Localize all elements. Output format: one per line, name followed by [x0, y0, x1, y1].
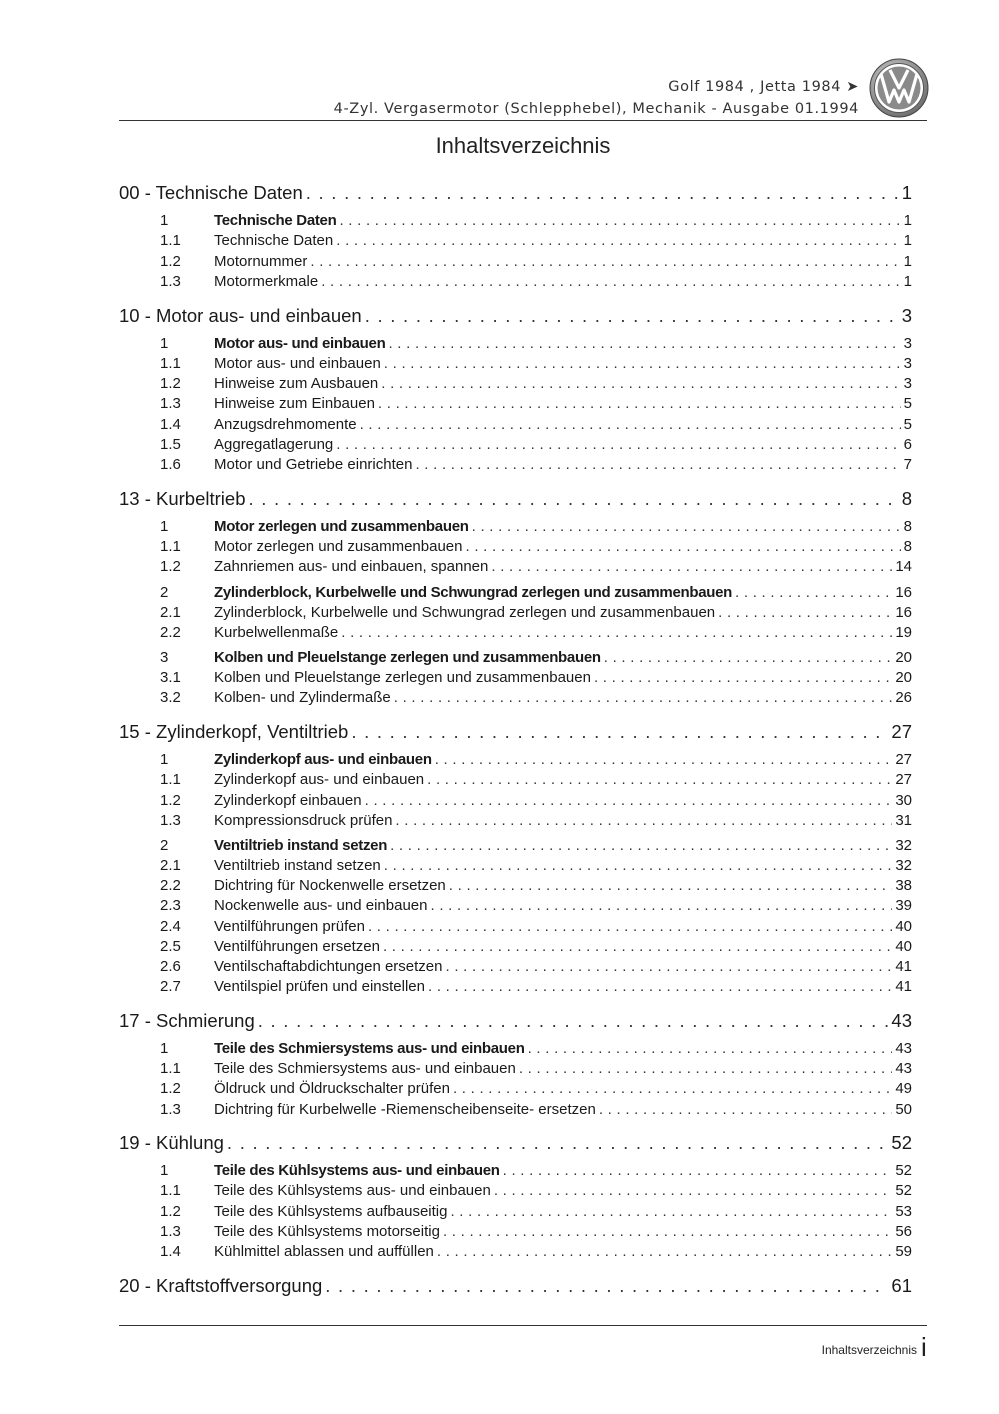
toc-entry[interactable] — [119, 212, 912, 229]
toc-entry[interactable] — [119, 918, 912, 935]
toc-entry[interactable] — [119, 751, 912, 768]
toc-entry-title: Teile des Kühlsystems aus- und einbauen — [214, 1182, 491, 1199]
toc-entry-number: 1 — [160, 751, 169, 768]
toc-page-number: 59 — [895, 1243, 912, 1260]
toc-entry[interactable] — [119, 857, 912, 874]
toc-entry-number: 2.2 — [160, 877, 181, 894]
toc-entry-number: 2 — [160, 837, 169, 854]
toc-entry-title: Motor und Getriebe einrichten — [214, 456, 413, 473]
dot-leader — [227, 1132, 889, 1154]
toc-entry-number: 3.1 — [160, 669, 181, 686]
dot-leader — [430, 897, 892, 914]
toc-entry[interactable] — [119, 1162, 912, 1179]
toc-page-number: 16 — [895, 584, 912, 601]
dot-leader — [383, 938, 892, 955]
toc-page-number: 27 — [895, 751, 912, 768]
toc-entry-number: 1 — [160, 212, 169, 229]
dot-leader — [415, 456, 900, 473]
toc-entry-title: Kolben und Pleuelstange zerlegen und zusammenbauen — [214, 669, 591, 686]
toc-page-number: 3 — [901, 305, 912, 326]
toc-entry[interactable] — [119, 1040, 912, 1057]
dot-leader — [435, 751, 893, 768]
toc-entry[interactable] — [119, 877, 912, 894]
toc-page-number: 3 — [903, 375, 912, 392]
toc-page-number: 53 — [895, 1203, 912, 1220]
toc-entry-title: Motormerkmale — [214, 273, 319, 290]
dot-leader — [735, 584, 892, 601]
dot-leader — [384, 857, 893, 874]
toc-entry-number: 1.5 — [160, 436, 181, 453]
dot-leader — [365, 305, 899, 327]
toc-entry-title: Technische Daten — [214, 212, 337, 229]
toc-entry-title: 19 - Kühlung — [119, 1132, 224, 1153]
header-divider — [119, 120, 927, 121]
toc-page-number: 27 — [891, 721, 912, 742]
dot-leader — [472, 518, 901, 535]
toc-entry-number: 1 — [160, 518, 169, 535]
toc-entry-title: Kühlmittel ablassen und auffüllen — [214, 1243, 434, 1260]
toc-entry[interactable] — [119, 897, 912, 914]
toc-entry-number: 2.1 — [160, 857, 181, 874]
toc-page-number: 41 — [895, 958, 912, 975]
toc-entry-title: Motornummer — [214, 253, 308, 270]
toc-entry-title: Motor aus- und einbauen — [214, 355, 381, 372]
toc-page-number: 41 — [895, 978, 912, 995]
toc-entry[interactable] — [119, 837, 912, 854]
toc-page-number: 32 — [895, 857, 912, 874]
dot-leader — [336, 232, 900, 249]
toc-chapter[interactable] — [119, 721, 912, 743]
toc-chapter[interactable] — [119, 1010, 912, 1032]
toc-entry[interactable] — [119, 1060, 912, 1077]
toc-entry-title: Ventilschaftabdichtungen ersetzen — [214, 958, 443, 975]
toc-entry[interactable] — [119, 1203, 912, 1220]
toc-entry-number: 3.2 — [160, 689, 181, 706]
dot-leader — [384, 355, 901, 372]
toc-entry[interactable] — [119, 624, 912, 641]
toc-entry-title: 15 - Zylinderkopf, Ventiltrieb — [119, 721, 349, 742]
toc-entry-number: 3 — [160, 649, 169, 666]
toc-entry-title: Motor zerlegen und zusammenbauen — [214, 518, 469, 535]
toc-entry-title: Ventilführungen ersetzen — [214, 938, 380, 955]
toc-entry-title: Ventiltrieb instand setzen — [214, 857, 381, 874]
toc-entry-title: Zylinderblock, Kurbelwelle und Schwungrad zerlegen und zusammenbauen — [214, 604, 716, 621]
toc-page-number: 20 — [895, 649, 912, 666]
toc-entry-title: Ventiltrieb instand setzen — [214, 837, 388, 854]
toc-page-number: 1 — [903, 253, 912, 270]
toc-page-number: 40 — [895, 938, 912, 955]
toc-page-number: 8 — [901, 488, 912, 509]
toc-entry[interactable] — [119, 1182, 912, 1199]
toc-entry-title: Kompressionsdruck prüfen — [214, 812, 393, 829]
toc-page-number: 26 — [895, 689, 912, 706]
toc-entry-title: Hinweise zum Ausbauen — [214, 375, 379, 392]
dot-leader — [528, 1040, 893, 1057]
toc-entry[interactable] — [119, 1101, 912, 1118]
toc-entry-title: 00 - Technische Daten — [119, 182, 303, 203]
toc-page-number: 20 — [895, 669, 912, 686]
toc-entry[interactable] — [119, 436, 912, 453]
toc-entry-title: Zahnriemen aus- und einbauen, spannen — [214, 558, 489, 575]
vw-logo-icon — [869, 58, 929, 118]
dot-leader — [378, 395, 901, 412]
toc-entry-title: Nockenwelle aus- und einbauen — [214, 897, 428, 914]
toc-entry[interactable] — [119, 669, 912, 686]
toc-entry-number: 2.6 — [160, 958, 181, 975]
dot-leader — [336, 436, 900, 453]
toc-entry-title: 10 - Motor aus- und einbauen — [119, 305, 362, 326]
dot-leader — [604, 649, 893, 666]
toc-page-number: 40 — [895, 918, 912, 935]
toc-entry-number: 1.2 — [160, 792, 181, 809]
toc-entry[interactable] — [119, 538, 912, 555]
toc-entry[interactable] — [119, 938, 912, 955]
footer-divider — [119, 1325, 927, 1326]
dot-leader — [594, 669, 892, 686]
toc-page-number: 16 — [895, 604, 912, 621]
toc-entry[interactable] — [119, 1223, 912, 1240]
page-title: Inhaltsverzeichnis — [435, 133, 611, 158]
toc-entry-title: Motor aus- und einbauen — [214, 335, 386, 352]
dot-leader — [494, 1182, 892, 1199]
dot-leader — [427, 771, 892, 788]
dot-leader — [368, 918, 892, 935]
toc-entry[interactable] — [119, 335, 912, 352]
toc-chapter[interactable] — [119, 1275, 912, 1297]
toc-entry-title: Teile des Kühlsystems aus- und einbauen — [214, 1162, 500, 1179]
dot-leader — [321, 273, 900, 290]
toc-entry[interactable] — [119, 375, 912, 392]
toc-page-number: 56 — [895, 1223, 912, 1240]
toc-entry-number: 2.5 — [160, 938, 181, 955]
toc-entry-title: 17 - Schmierung — [119, 1010, 255, 1031]
dot-leader — [491, 558, 892, 575]
toc-page-number: 5 — [903, 395, 912, 412]
dot-leader — [310, 253, 900, 270]
toc-entry-title: Zylinderkopf einbauen — [214, 792, 362, 809]
toc-chapter[interactable] — [119, 305, 912, 327]
toc-page-number: 1 — [903, 273, 912, 290]
toc-page-number: 1 — [903, 232, 912, 249]
toc-entry-number: 2.7 — [160, 978, 181, 995]
toc-entry-title: Kolben und Pleuelstange zerlegen und zusammenbauen — [214, 649, 601, 666]
dot-leader — [351, 721, 888, 743]
dot-leader — [390, 837, 892, 854]
toc-page-number: 50 — [895, 1101, 912, 1118]
toc-entry-number: 1.3 — [160, 1101, 181, 1118]
toc-entry-title: Anzugsdrehmomente — [214, 416, 357, 433]
toc-entry[interactable] — [119, 232, 912, 249]
toc-page-number: 1 — [903, 212, 912, 229]
dot-leader — [428, 978, 892, 995]
dot-leader — [443, 1223, 892, 1240]
toc-entry-title: Aggregatlagerung — [214, 436, 334, 453]
dot-leader — [449, 877, 893, 894]
toc-entry-number: 1 — [160, 1040, 169, 1057]
page-header — [0, 0, 999, 130]
toc-page-number: 5 — [903, 416, 912, 433]
toc-entry-title: Dichtring für Kurbelwelle -Riemenscheibenseite- ersetzen — [214, 1101, 596, 1118]
toc-entry-number: 1.3 — [160, 273, 181, 290]
toc-page-number: 8 — [903, 518, 912, 535]
toc-page-number: 32 — [895, 837, 912, 854]
footer-section-label: Inhaltsverzeichnis — [821, 1343, 917, 1357]
toc-page-number: 8 — [903, 538, 912, 555]
toc-entry-number: 1.6 — [160, 456, 181, 473]
toc-entry-number: 1.2 — [160, 253, 181, 270]
toc-entry-title: Teile des Schmiersystems aus- und einbauen — [214, 1060, 516, 1077]
dot-leader — [381, 375, 900, 392]
toc-page-number: 52 — [895, 1162, 912, 1179]
toc-entry-title: 13 - Kurbeltrieb — [119, 488, 246, 509]
toc-entry-title: Zylinderkopf aus- und einbauen — [214, 771, 425, 788]
toc-entry-title: Öldruck und Öldruckschalter prüfen — [214, 1080, 450, 1097]
toc-page-number: 49 — [895, 1080, 912, 1097]
toc-entry-title: Kurbelwellenmaße — [214, 624, 339, 641]
toc-page-number: 7 — [903, 456, 912, 473]
toc-page-number: 14 — [895, 558, 912, 575]
toc-entry[interactable] — [119, 456, 912, 473]
dot-leader — [365, 792, 893, 809]
toc-entry-number: 1.2 — [160, 558, 181, 575]
toc-entry-number: 1.1 — [160, 1060, 181, 1077]
dot-leader — [519, 1060, 892, 1077]
toc-page-number: 27 — [895, 771, 912, 788]
dot-leader — [339, 212, 900, 229]
toc-entry-title: Zylinderblock, Kurbelwelle und Schwungrad zerlegen und zusammenbauen — [214, 584, 733, 601]
toc-entry-title: Hinweise zum Einbauen — [214, 395, 375, 412]
dot-leader — [503, 1162, 893, 1179]
toc-entry-title: 20 - Kraftstoffversorgung — [119, 1275, 323, 1296]
toc-entry-number: 1 — [160, 335, 169, 352]
toc-entry-number: 1.1 — [160, 1182, 181, 1199]
toc-entry-title: Dichtring für Nockenwelle ersetzen — [214, 877, 446, 894]
toc-entry-title: Teile des Schmiersystems aus- und einbauen — [214, 1040, 525, 1057]
toc-entry[interactable] — [119, 253, 912, 270]
toc-entry[interactable] — [119, 518, 912, 535]
toc-entry[interactable] — [119, 958, 912, 975]
toc-entry-number: 2.2 — [160, 624, 181, 641]
toc-page-number: 6 — [903, 436, 912, 453]
toc-entry[interactable] — [119, 604, 912, 621]
toc-chapter[interactable] — [119, 488, 912, 510]
toc-entry-number: 1.3 — [160, 1223, 181, 1240]
toc-entry[interactable] — [119, 689, 912, 706]
toc-chapter[interactable] — [119, 182, 912, 204]
dot-leader — [325, 1275, 888, 1297]
toc-page-number: 39 — [895, 897, 912, 914]
toc-entry-title: Ventilspiel prüfen und einstellen — [214, 978, 425, 995]
toc-entry-number: 2.4 — [160, 918, 181, 935]
toc-entry[interactable] — [119, 812, 912, 829]
toc-entry[interactable] — [119, 416, 912, 433]
toc-entry[interactable] — [119, 1080, 912, 1097]
toc-entry[interactable] — [119, 1243, 912, 1260]
toc-entry[interactable] — [119, 584, 912, 601]
toc-entry-title: Motor zerlegen und zusammenbauen — [214, 538, 463, 555]
dot-leader — [437, 1243, 892, 1260]
header-manual-subtitle: 4-Zyl. Vergasermotor (Schlepphebel), Mechanik - Ausgabe 01.1994 — [333, 101, 859, 117]
toc-page-number: 1 — [901, 182, 912, 203]
toc-entry[interactable] — [119, 273, 912, 290]
toc-entry-title: Teile des Kühlsystems aufbauseitig — [214, 1203, 448, 1220]
toc-entry-title: Zylinderkopf aus- und einbauen — [214, 751, 432, 768]
toc-page-number: 31 — [895, 812, 912, 829]
dot-leader — [718, 604, 892, 621]
toc-entry-number: 1.1 — [160, 771, 181, 788]
toc-entry-number: 2 — [160, 584, 169, 601]
toc-entry-number: 1.4 — [160, 1243, 181, 1260]
dot-leader — [388, 335, 900, 352]
dot-leader — [395, 812, 892, 829]
toc-entry-number: 1.1 — [160, 355, 181, 372]
toc-entry-title: Technische Daten — [214, 232, 334, 249]
toc-page-number: 43 — [891, 1010, 912, 1031]
toc-page-number: 3 — [903, 355, 912, 372]
toc-entry[interactable] — [119, 978, 912, 995]
dot-leader — [450, 1203, 892, 1220]
toc-entry[interactable] — [119, 395, 912, 412]
toc-page-number: 30 — [895, 792, 912, 809]
dot-leader — [341, 624, 892, 641]
toc-entry-number: 1.3 — [160, 395, 181, 412]
toc-entry-number: 1.2 — [160, 1080, 181, 1097]
toc-entry-title: Teile des Kühlsystems motorseitig — [214, 1223, 440, 1240]
toc-entry-number: 1.1 — [160, 232, 181, 249]
toc-page-number: 38 — [895, 877, 912, 894]
toc-chapter[interactable] — [119, 1132, 912, 1154]
dot-leader — [306, 182, 899, 204]
toc-page-number: 43 — [895, 1040, 912, 1057]
toc-page-number: 52 — [895, 1182, 912, 1199]
toc-entry[interactable] — [119, 792, 912, 809]
dot-leader — [360, 416, 901, 433]
toc-entry-title: Ventilführungen prüfen — [214, 918, 365, 935]
toc-entry[interactable] — [119, 771, 912, 788]
footer-page-number: i — [921, 1332, 927, 1362]
dot-leader — [453, 1080, 892, 1097]
toc-page-number: 52 — [891, 1132, 912, 1153]
dot-leader — [465, 538, 900, 555]
toc-entry-number: 1.1 — [160, 538, 181, 555]
toc-entry-number: 1.3 — [160, 812, 181, 829]
header-vehicle-models: Golf 1984 , Jetta 1984 ➤ — [668, 79, 859, 95]
toc-entry-number: 2.3 — [160, 897, 181, 914]
dot-leader — [258, 1010, 889, 1032]
toc-entry-number: 1.2 — [160, 375, 181, 392]
toc-entry-title: Kolben- und Zylindermaße — [214, 689, 391, 706]
dot-leader — [599, 1101, 892, 1118]
dot-leader — [446, 958, 893, 975]
toc-page-number: 19 — [895, 624, 912, 641]
toc-entry-number: 1.2 — [160, 1203, 181, 1220]
toc-entry-number: 1 — [160, 1162, 169, 1179]
toc-page-number: 3 — [903, 335, 912, 352]
dot-leader — [248, 488, 898, 510]
toc-page-number: 61 — [891, 1275, 912, 1296]
toc-entry[interactable] — [119, 649, 912, 666]
toc-entry[interactable] — [119, 355, 912, 372]
toc-entry-number: 2.1 — [160, 604, 181, 621]
toc-page-number: 43 — [895, 1060, 912, 1077]
toc-entry[interactable] — [119, 558, 912, 575]
dot-leader — [394, 689, 893, 706]
toc-entry-number: 1.4 — [160, 416, 181, 433]
